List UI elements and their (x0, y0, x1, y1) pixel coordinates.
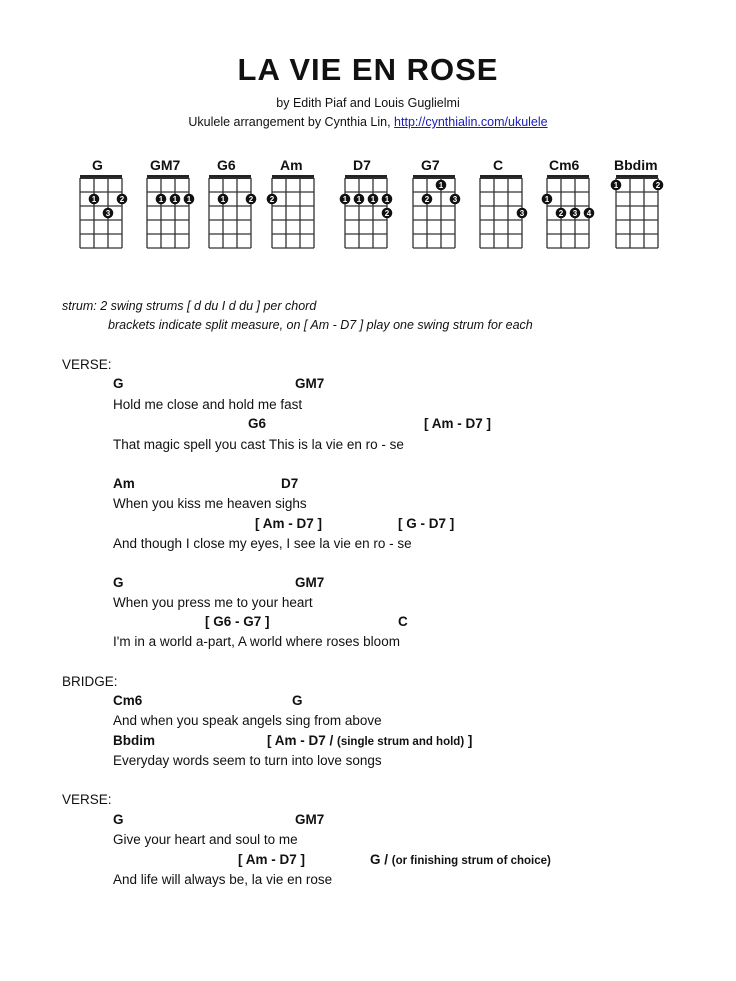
finger-dot (382, 208, 393, 219)
finger-number: 2 (384, 209, 390, 218)
fretboard-grid (614, 174, 662, 250)
finger-number: 1 (220, 195, 226, 204)
finger-dot (340, 194, 351, 205)
finger-dot (184, 194, 195, 205)
chord-name: Am (280, 157, 303, 173)
chord-text: [ Am - D7 / (267, 733, 338, 748)
finger-number: 1 (384, 195, 390, 204)
finger-dot (170, 194, 181, 205)
lyric-line: When you kiss me heaven sighs (113, 496, 307, 511)
finger-number: 1 (158, 195, 164, 204)
ukulele-link[interactable]: http://cynthialin.com/ukulele (394, 115, 548, 129)
chord-name: G6 (217, 157, 236, 173)
finger-number: 1 (186, 195, 192, 204)
lyric-line: And life will always be, la vie en rose (113, 872, 333, 887)
finger-number: 3 (572, 209, 578, 218)
finger-dot (517, 208, 528, 219)
fretboard-grid (145, 174, 193, 250)
chord-label: GM7 (295, 812, 325, 827)
finger-number: 2 (119, 195, 125, 204)
finger-number: 4 (586, 209, 592, 218)
lyric-line: Give your heart and soul to me (113, 832, 298, 847)
chord-label (370, 852, 551, 867)
arrangement-text: Ukulele arrangement by Cynthia Lin, (188, 115, 395, 129)
chord-label (267, 733, 472, 748)
finger-dot (584, 208, 595, 219)
fretboard-grid (478, 174, 526, 250)
chord-label: [ Am - D7 ] (255, 516, 322, 531)
lyric-line: And when you speak angels sing from above (113, 713, 382, 728)
section-label-bridge: BRIDGE: (62, 674, 118, 689)
chord-label: G (113, 812, 124, 827)
finger-number: 3 (519, 209, 525, 218)
finger-number: 3 (105, 209, 111, 218)
chord-label: G6 (248, 416, 267, 431)
byline: by Edith Piaf and Louis Guglielmi (276, 96, 460, 110)
chord-name: GM7 (150, 157, 181, 173)
finger-dot (368, 194, 379, 205)
finger-dot (382, 194, 393, 205)
chord-label: G (113, 376, 124, 391)
strum-note: (single strum and hold) (337, 736, 465, 748)
chord-label: Am (113, 476, 135, 491)
strum-instruction: strum: 2 swing strums [ d du I d du ] per chord (62, 299, 317, 313)
chord-label: GM7 (295, 575, 325, 590)
lyric-line: When you press me to your heart (113, 595, 313, 610)
finger-number: 2 (655, 181, 661, 190)
fretboard-grid (411, 174, 459, 250)
chord-label: [ G6 - G7 ] (205, 614, 270, 629)
strum-note: brackets indicate split measure, on [ Am - D7 ] play one swing strum for each (108, 318, 533, 332)
chord-name: Bbdim (614, 157, 658, 173)
chord-label: C (398, 614, 408, 629)
finger-dot (436, 180, 447, 191)
section-label-verse: VERSE: (62, 792, 112, 807)
finger-number: 2 (424, 195, 430, 204)
chord-name: Cm6 (549, 157, 580, 173)
lyric-line: I'm in a world a-part, A world where roses bloom (113, 634, 400, 649)
chord-label: Cm6 (113, 693, 143, 708)
finger-number: 2 (269, 195, 275, 204)
lyric-line: Everyday words seem to turn into love songs (113, 753, 382, 768)
fretboard-grid (270, 174, 318, 250)
finger-dot (267, 194, 278, 205)
section-label-verse: VERSE: (62, 357, 112, 372)
finger-number: 1 (613, 181, 619, 190)
finger-number: 3 (452, 195, 458, 204)
chord-label: G (292, 693, 303, 708)
fretboard-grid (545, 174, 593, 250)
finger-dot (89, 194, 100, 205)
finger-dot (611, 180, 622, 191)
chord-label: [ Am - D7 ] (424, 416, 491, 431)
finger-number: 1 (356, 195, 362, 204)
finger-dot (156, 194, 167, 205)
finger-number: 1 (342, 195, 348, 204)
chord-label: D7 (281, 476, 299, 491)
chord-name: C (493, 157, 504, 173)
chord-name: D7 (353, 157, 371, 173)
fretboard-grid (343, 174, 391, 250)
finger-dot (246, 194, 257, 205)
arrangement-credit (0, 115, 736, 129)
finger-number: 1 (172, 195, 178, 204)
finger-dot (103, 208, 114, 219)
finger-dot (450, 194, 461, 205)
finger-dot (556, 208, 567, 219)
finger-number: 2 (558, 209, 564, 218)
finger-dot (570, 208, 581, 219)
chord-name: G (92, 157, 103, 173)
lyric-line: Hold me close and hold me fast (113, 397, 303, 412)
finger-number: 2 (248, 195, 254, 204)
fretboard-grid (207, 174, 255, 250)
chord-label: [ Am - D7 ] (238, 852, 305, 867)
fretboard-grid (78, 174, 126, 250)
finger-number: 1 (544, 195, 550, 204)
chord-label: Bbdim (113, 733, 155, 748)
strum-note: (or finishing strum of choice) (391, 855, 551, 867)
finger-dot (422, 194, 433, 205)
chord-label: G (113, 575, 124, 590)
finger-number: 1 (438, 181, 444, 190)
chord-name: G7 (421, 157, 440, 173)
lyric-line: And though I close my eyes, I see la vie en ro - se (113, 536, 412, 551)
chord-label: GM7 (295, 376, 325, 391)
finger-number: 1 (91, 195, 97, 204)
chord-bracket: ] (464, 733, 473, 748)
finger-dot (218, 194, 229, 205)
finger-dot (542, 194, 553, 205)
finger-dot (354, 194, 365, 205)
chord-label: [ G - D7 ] (398, 516, 455, 531)
finger-dot (117, 194, 128, 205)
chord-text: G / (370, 852, 392, 867)
song-title: LA VIE EN ROSE (237, 52, 499, 87)
finger-number: 1 (370, 195, 376, 204)
finger-dot (653, 180, 664, 191)
lyric-line: That magic spell you cast This is la vie en ro - se (113, 437, 404, 452)
